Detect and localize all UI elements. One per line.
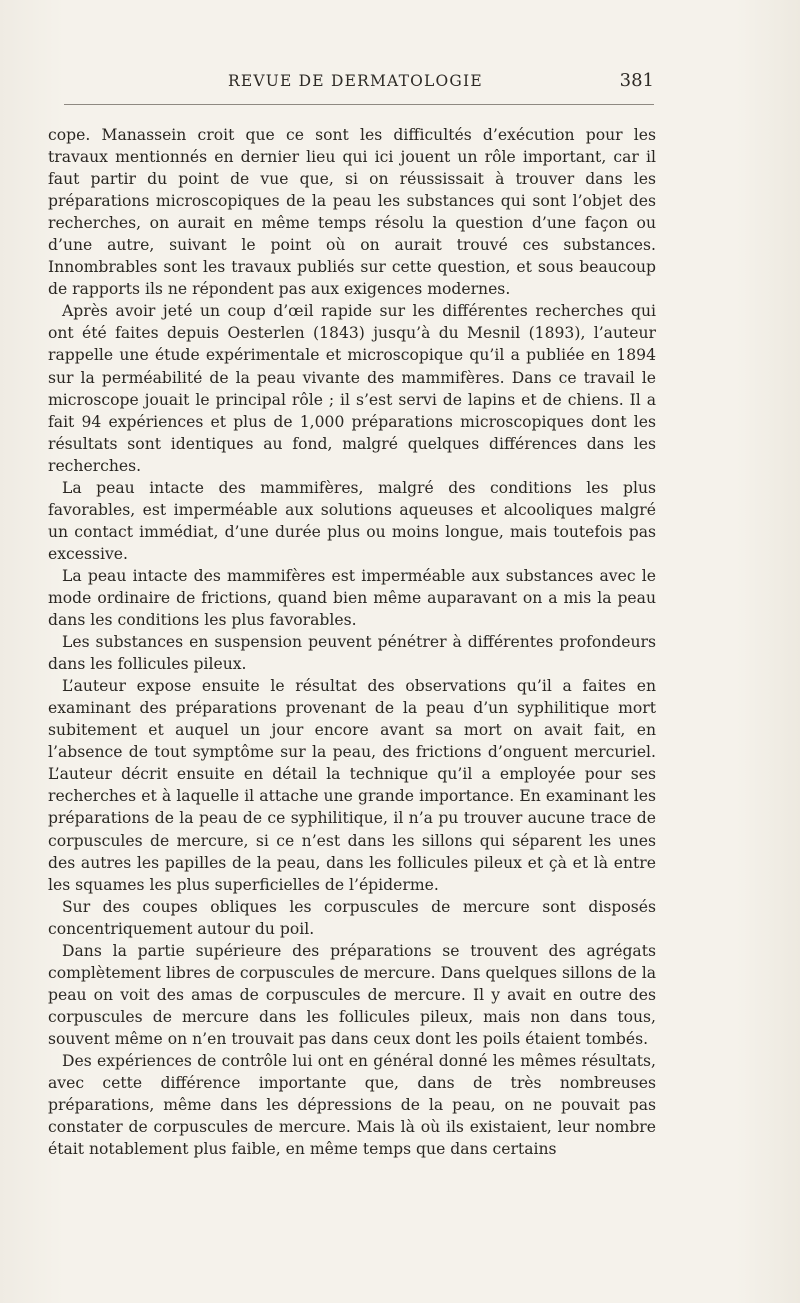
paragraph: L’auteur expose ensuite le résultat des observations qu’il a faites en examinant des préparations provenant de la peau d’un syphilitique mort subitement et auquel un jour encore avant sa mort on avait fait, en l’absence de tout symptôme sur la peau, des frictions d’onguent mercuriel. L’auteur décrit ensuite en détail la technique qu’il a employée pour ses recherches et à laquelle il attache une grande importance. En examinant les préparations de la peau de ce syphilitique, il n’a pu trouver aucune trace de corpuscules de mercure, si ce n’est dans les sillons qui séparent les unes des autres les papilles de la peau, dans les follicules pileux et çà et là entre les squames les plus superficielles de l’épiderme. <box>48 677 656 894</box>
article-body <box>48 124 656 1160</box>
paragraph: Après avoir jeté un coup d’œil rapide sur les différentes recherches qui ont été faites depuis Oesterlen (1843) jusqu’à du Mesnil (1893), l’auteur rappelle une étude expérimentale et microscopique qu’il a publiée en 1894 sur la perméabilité de la peau vivante des mammifères. Dans ce travail le microscope jouait le principal rôle ; il s’est servi de lapins et de chiens. Il a fait 94 expériences et plus de 1,000 préparations microscopiques dont les résultats sont identiques au fond, malgré quelques différences dans les recherches. <box>48 302 656 475</box>
page-header <box>48 72 654 100</box>
paragraph: Les substances en suspension peuvent pénétrer à différentes profondeurs dans les follicules pileux. <box>48 633 656 674</box>
page-number: 381 <box>619 70 654 91</box>
paragraph: cope. Manassein croit que ce sont les difficultés d’exécution pour les travaux mentionnés en dernier lieu qui ici jouent un rôle important, car il faut partir du point de vue que, si on réussissait à trouver dans les préparations microscopiques de la peau les substances qui sont l’objet des recherches, on aurait en même temps résolu la question d’une façon ou d’une autre, suivant le point où on aurait trouvé ces substances. Innombrables sont les travaux publiés sur cette question, et sous beaucoup de rapports ils ne répondent pas aux exigences modernes. <box>48 126 656 299</box>
paragraph: La peau intacte des mammifères, malgré des conditions les plus favorables, est imperméable aux solutions aqueuses et alcooliques malgré un contact immédiat, d’une durée plus ou moins longue, mais toutefois pas excessive. <box>48 478 656 563</box>
header-rule <box>64 104 654 105</box>
paragraph: La peau intacte des mammifères est imperméable aux substances avec le mode ordinaire de frictions, quand bien même auparavant on a mis la peau dans les conditions les plus favorables. <box>48 566 656 630</box>
paragraph: Sur des coupes obliques les corpuscules de mercure sont disposés concentriquement autour du poil. <box>48 897 656 938</box>
paragraph: Des expériences de contrôle lui ont en général donné les mêmes résultats, avec cette différence importante que, dans de très nombreuses préparations, même dans les dépressions de la peau, on ne pouvait pas constater de corpuscules de mercure. Mais là où ils existaient, leur nombre était notablement plus faible, en même temps que dans certains <box>48 1051 656 1159</box>
paragraph: Dans la partie supérieure des préparations se trouvent des agrégats complètement libres de corpuscules de mercure. Dans quelques sillons de la peau on voit des amas de corpuscules de mercure. Il y avait en outre des corpuscules de mercure dans les follicules pileux, mais non dans tous, souvent même on n’en trouvait pas dans ceux dont les poils étaient tombés. <box>48 941 656 1048</box>
running-title: REVUE DE DERMATOLOGIE <box>228 72 483 90</box>
